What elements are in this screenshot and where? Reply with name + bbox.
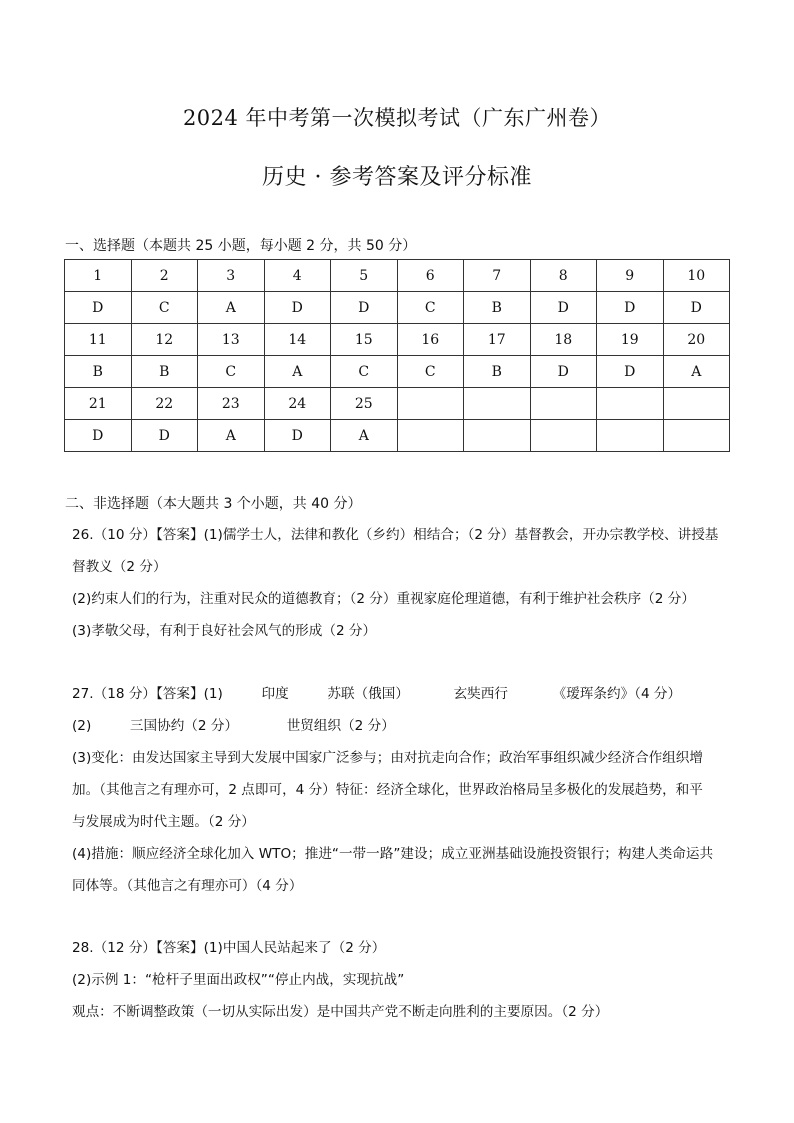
table-cell: C bbox=[397, 292, 464, 324]
table-cell: C bbox=[397, 356, 464, 388]
q28-line-1: 28.（12 分）【答案】(1)中国人民站起来了（2 分） bbox=[72, 940, 386, 956]
table-row-answers bbox=[65, 356, 730, 388]
table-cell: 23 bbox=[198, 388, 265, 420]
table-cell: D bbox=[597, 292, 664, 324]
table-cell: B bbox=[65, 356, 132, 388]
q27-answer-ussr: 苏联（俄国） bbox=[327, 686, 409, 702]
table-cell: 19 bbox=[597, 324, 664, 356]
table-cell: 6 bbox=[397, 260, 464, 292]
q27-line-6: (4)措施：顺应经济全球化加入 WTO；推进“一带一路”建设；成立亚洲基础设施投资银行；构建人类命运共 bbox=[72, 846, 714, 862]
table-cell: 20 bbox=[663, 324, 730, 356]
table-cell: 16 bbox=[397, 324, 464, 356]
table-cell: D bbox=[65, 292, 132, 324]
table-cell: 12 bbox=[131, 324, 198, 356]
table-cell bbox=[597, 420, 664, 452]
table-cell: 24 bbox=[264, 388, 331, 420]
table-cell bbox=[597, 388, 664, 420]
table-cell: D bbox=[530, 292, 597, 324]
table-row-question-numbers bbox=[65, 388, 730, 420]
q27-line-3: (3)变化：由发达国家主导到大发展中国家广泛参与；由对抗走向合作；政治军事组织减少经济合作组织增 bbox=[72, 750, 703, 766]
table-cell: D bbox=[530, 356, 597, 388]
q27-answer-treaty: 《瑷珲条约》（4 分） bbox=[552, 686, 682, 702]
table-cell: A bbox=[663, 356, 730, 388]
table-cell: 9 bbox=[597, 260, 664, 292]
table-cell: D bbox=[131, 420, 198, 452]
table-cell: 2 bbox=[131, 260, 198, 292]
q26-line-4: (3)孝敬父母，有利于良好社会风气的形成（2 分） bbox=[72, 623, 377, 639]
q27-answer-india: 印度 bbox=[261, 686, 289, 702]
section-1-heading: 一、选择题（本题共 25 小题，每小题 2 分，共 50 分） bbox=[65, 238, 417, 254]
q27-prefix-2: (2) bbox=[72, 718, 92, 734]
table-row-answers bbox=[65, 420, 730, 452]
table-cell bbox=[663, 420, 730, 452]
table-cell: C bbox=[198, 356, 265, 388]
table-row-question-numbers bbox=[65, 324, 730, 356]
table-cell: 11 bbox=[65, 324, 132, 356]
table-cell bbox=[464, 388, 531, 420]
table-cell: D bbox=[264, 292, 331, 324]
table-cell: 5 bbox=[331, 260, 398, 292]
table-cell: D bbox=[65, 420, 132, 452]
table-cell: B bbox=[464, 356, 531, 388]
table-cell: 13 bbox=[198, 324, 265, 356]
q27-answer-wto: 世贸组织（2 分） bbox=[286, 718, 395, 734]
section-2-heading: 二、非选择题（本大题共 3 个小题，共 40 分） bbox=[65, 496, 362, 512]
table-cell: 10 bbox=[663, 260, 730, 292]
q27-line-4: 加。（其他言之有理亦可，2 点即可，4 分）特征：经济全球化，世界政治格局呈多极化的发展趋势，和平 bbox=[72, 782, 703, 798]
q26-line-2: 督教义（2 分） bbox=[72, 559, 167, 575]
q27-line-5: 与发展成为时代主题。（2 分） bbox=[72, 814, 255, 830]
table-row-answers bbox=[65, 292, 730, 324]
table-cell: 1 bbox=[65, 260, 132, 292]
table-cell: A bbox=[264, 356, 331, 388]
table-cell bbox=[397, 388, 464, 420]
table-cell: A bbox=[198, 420, 265, 452]
table-cell: B bbox=[131, 356, 198, 388]
table-cell: 3 bbox=[198, 260, 265, 292]
table-cell: 17 bbox=[464, 324, 531, 356]
table-cell: C bbox=[331, 356, 398, 388]
table-row-question-numbers bbox=[65, 260, 730, 292]
table-cell: C bbox=[131, 292, 198, 324]
table-cell: 14 bbox=[264, 324, 331, 356]
table-cell: 8 bbox=[530, 260, 597, 292]
table-cell bbox=[464, 420, 531, 452]
table-cell: D bbox=[597, 356, 664, 388]
q27-line-2 bbox=[72, 717, 395, 735]
table-cell: B bbox=[464, 292, 531, 324]
table-cell: 7 bbox=[464, 260, 531, 292]
page-subtitle: 历史 · 参考答案及评分标准 bbox=[262, 165, 532, 190]
table-cell: A bbox=[331, 420, 398, 452]
q27-answer-xuanzang: 玄奘西行 bbox=[453, 686, 508, 702]
table-cell: 21 bbox=[65, 388, 132, 420]
q27-line-7: 同体等。（其他言之有理亦可）（4 分） bbox=[72, 878, 303, 894]
q27-answer-triple-entente: 三国协约（2 分） bbox=[129, 718, 239, 734]
table-cell: 4 bbox=[264, 260, 331, 292]
table-cell: D bbox=[264, 420, 331, 452]
q26-line-3: (2)约束人们的行为，注重对民众的道德教育；（2 分）重视家庭伦理道德，有利于维护社会秩序（2 分） bbox=[72, 591, 695, 607]
table-cell: 15 bbox=[331, 324, 398, 356]
table-cell: 18 bbox=[530, 324, 597, 356]
table-cell bbox=[530, 388, 597, 420]
table-cell: A bbox=[198, 292, 265, 324]
page-title: 2024 年中考第一次模拟考试（广东广州卷） bbox=[182, 106, 612, 130]
table-cell: D bbox=[663, 292, 730, 324]
q26-line-1: 26.（10 分）【答案】(1)儒学士人，法律和教化（乡约）相结合；（2 分）基督教会，开办宗教学校、讲授基 bbox=[72, 527, 719, 543]
answer-table bbox=[64, 259, 730, 452]
table-cell bbox=[663, 388, 730, 420]
table-cell bbox=[530, 420, 597, 452]
q27-prefix-1: 27.（18 分）【答案】(1) bbox=[72, 686, 223, 702]
table-cell: 25 bbox=[331, 388, 398, 420]
q27-line-1 bbox=[72, 685, 681, 703]
table-cell: 22 bbox=[131, 388, 198, 420]
q28-line-3: 观点：不断调整政策（一切从实际出发）是中国共产党不断走向胜利的主要原因。（2 分） bbox=[72, 1004, 609, 1020]
table-cell: D bbox=[331, 292, 398, 324]
table-cell bbox=[397, 420, 464, 452]
q28-line-2: (2)示例 1：“枪杆子里面出政权”“停止内战，实现抗战” bbox=[72, 972, 405, 988]
